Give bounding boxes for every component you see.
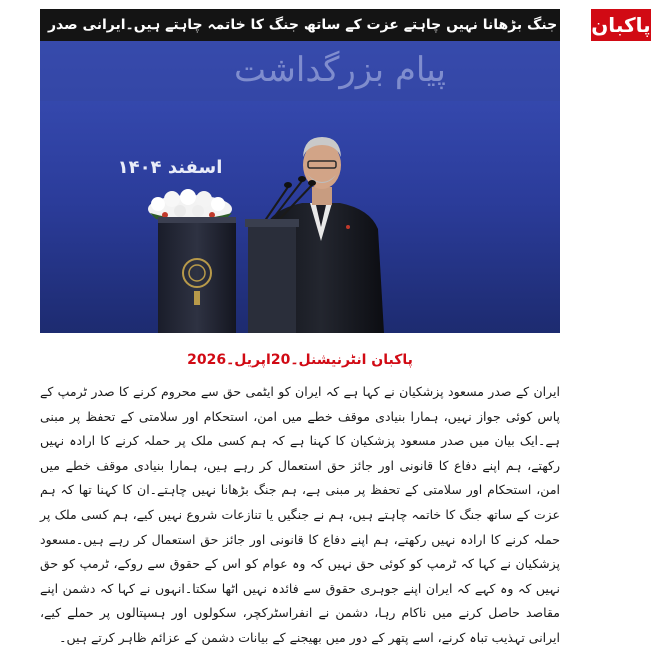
backdrop-date-text: اسفند ۱۴۰۴ — [117, 157, 223, 178]
article-dateline: پاکبان انٹرنیشنل۔20اپریل۔2026 — [187, 352, 413, 368]
backdrop-banner-text — [234, 50, 446, 90]
lectern — [245, 219, 299, 333]
brand-logo: پاکبان — [589, 9, 650, 41]
article-body: ایران کے صدر مسعود پزشکیان نے کہا ہے کہ ایران کو ایٹمی حق سے محروم کرنے کا صدر ٹرمپ کے پاس کوئی جواز نہیں، ہمارا بنیادی موقف خطے میں امن، استحکام اور سلامتی کے تحفظ پر مبنی ہے۔ایک بیان میں صدر مسعود پزشکیان کا کہنا ہے کہ ہم کسی ملک پر حملہ کرنے کا ارادہ نہیں رکھتے، ہم اپنے دفاع کا قانونی اور جائز حق استعمال کر رہے ہیں، ہمارا بنیادی موقف خطے میں امن، استحکام اور سلامتی کے تحفظ پر مبنی ہے، ہم جنگ بڑھانا نہیں چاہتے۔ان کا کہنا تھا کہ ہم عزت کے ساتھ جنگ کا خاتمہ چاہتے ہیں، ہم نے جنگیں یا تنازعات شروع نہیں کیے، ہم کسی ملک پر حملہ کرنے کا ارادہ نہیں رکھتے، ہم اپنے دفاع کا قانونی اور جائز حق استعمال کر رہے ہیں۔مسعود پزشکیان نے کہا کہ ٹرمپ کو کوئی حق نہیں کہ وہ عوام کو اس کے حقوق سے روکے، ٹرمپ کو حق نہیں کہ وہ کہے کہ ایران اپنے جوہری حقوق سے فائدہ نہیں اٹھا سکتا۔انہوں نے کہا کہ دشمن اپنے مقاصد حاصل کرنے میں ناکام رہا، دشمن نے انفراسٹرکچر، سکولوں اور ہسپتالوں پر حملے کیے، ایرانی تہذیب تباہ کرنے، اسے پتھر کے دور میں بھیجنے کے بیانات دشمن کے عزائم ظاہر کرتے ہیں۔ — [40, 384, 560, 645]
headline-bar — [40, 9, 651, 41]
news-photo — [40, 41, 560, 333]
headline-text: ہم جنگ بڑھانا نہیں چاہتے عزت کے ساتھ جنگ کا خاتمہ چاہتے ہیں۔ایرانی صدر — [48, 17, 582, 33]
svg-text:پیام بزرگداشت: پیام بزرگداشت — [234, 50, 446, 90]
podium — [158, 217, 236, 333]
